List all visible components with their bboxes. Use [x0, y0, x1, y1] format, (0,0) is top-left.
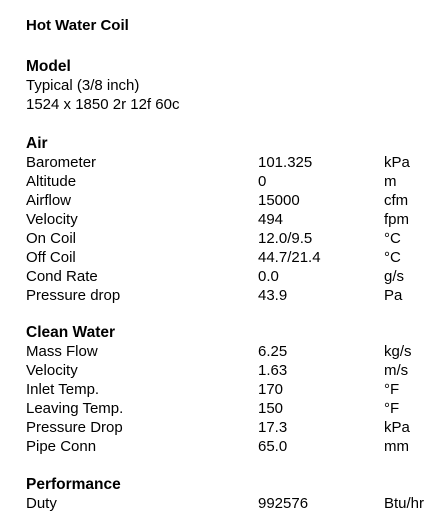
air-row-airflow [26, 191, 446, 210]
row-value: 43.9 [258, 287, 288, 304]
row-value: 992576 [258, 495, 309, 512]
water-row-leaving-temp [26, 399, 446, 418]
air-row-altitude [26, 172, 446, 191]
row-value: 101.325 [258, 154, 313, 171]
air-row-velocity [26, 210, 446, 229]
model-heading: Model [26, 58, 71, 75]
row-value: 150 [258, 400, 284, 417]
row-unit: Btu/hr [384, 495, 425, 512]
row-label: On Coil [26, 230, 77, 247]
row-value: 494 [258, 211, 284, 228]
row-unit: cfm [384, 192, 409, 209]
water-row-pipe-conn [26, 437, 446, 456]
row-value: 15000 [258, 192, 300, 209]
row-unit: kg/s [384, 343, 412, 360]
model-spec: 1524 x 1850 2r 12f 60c [26, 96, 180, 113]
row-label: Mass Flow [26, 343, 98, 360]
water-heading: Clean Water [26, 324, 116, 341]
water-section [26, 323, 446, 456]
row-label: Inlet Temp. [26, 381, 100, 398]
row-unit: kPa [384, 154, 410, 171]
performance-row-duty [26, 494, 446, 513]
performance-heading: Performance [26, 476, 121, 493]
row-label: Pressure drop [26, 287, 121, 304]
row-value: 12.0/9.5 [258, 230, 313, 247]
water-row-inlet-temp [26, 380, 446, 399]
row-label: Cond Rate [26, 268, 98, 285]
report-title: Hot Water Coil [26, 17, 129, 34]
water-row-mass-flow [26, 342, 446, 361]
row-value: 170 [258, 381, 284, 398]
water-rows [26, 342, 446, 456]
row-label: Barometer [26, 154, 97, 171]
performance-section [26, 475, 446, 513]
water-row-velocity [26, 361, 446, 380]
air-row-pressure-drop [26, 286, 446, 305]
row-unit: m/s [384, 362, 409, 379]
row-label: Leaving Temp. [26, 400, 124, 417]
row-unit: °C [384, 249, 401, 266]
row-label: Altitude [26, 173, 77, 190]
performance-rows [26, 494, 446, 513]
row-value: 65.0 [258, 438, 288, 455]
row-label: Pressure Drop [26, 419, 123, 436]
row-label: Off Coil [26, 249, 76, 266]
row-label: Duty [26, 495, 57, 512]
row-value: 1.63 [258, 362, 288, 379]
air-row-on-coil [26, 229, 446, 248]
row-unit: °F [384, 400, 400, 417]
water-row-pressure-drop [26, 418, 446, 437]
air-rows [26, 153, 446, 305]
row-label: Velocity [26, 362, 78, 379]
row-label: Pipe Conn [26, 438, 97, 455]
row-value: 0 [258, 173, 267, 190]
air-row-barometer [26, 153, 446, 172]
row-unit: °F [384, 381, 400, 398]
row-value: 6.25 [258, 343, 288, 360]
row-value: 17.3 [258, 419, 288, 436]
row-unit: fpm [384, 211, 410, 228]
model-section [26, 57, 179, 114]
air-heading: Air [26, 135, 48, 152]
row-value: 44.7/21.4 [258, 249, 321, 266]
row-unit: g/s [384, 268, 405, 285]
row-label: Velocity [26, 211, 78, 228]
row-unit: Pa [384, 287, 403, 304]
row-label: Airflow [26, 192, 72, 209]
air-section [26, 134, 446, 305]
model-type: Typical (3/8 inch) [26, 77, 140, 94]
row-unit: m [384, 173, 397, 190]
row-unit: °C [384, 230, 401, 247]
air-row-cond-rate [26, 267, 446, 286]
row-unit: kPa [384, 419, 410, 436]
row-value: 0.0 [258, 268, 279, 285]
air-row-off-coil [26, 248, 446, 267]
row-unit: mm [384, 438, 409, 455]
